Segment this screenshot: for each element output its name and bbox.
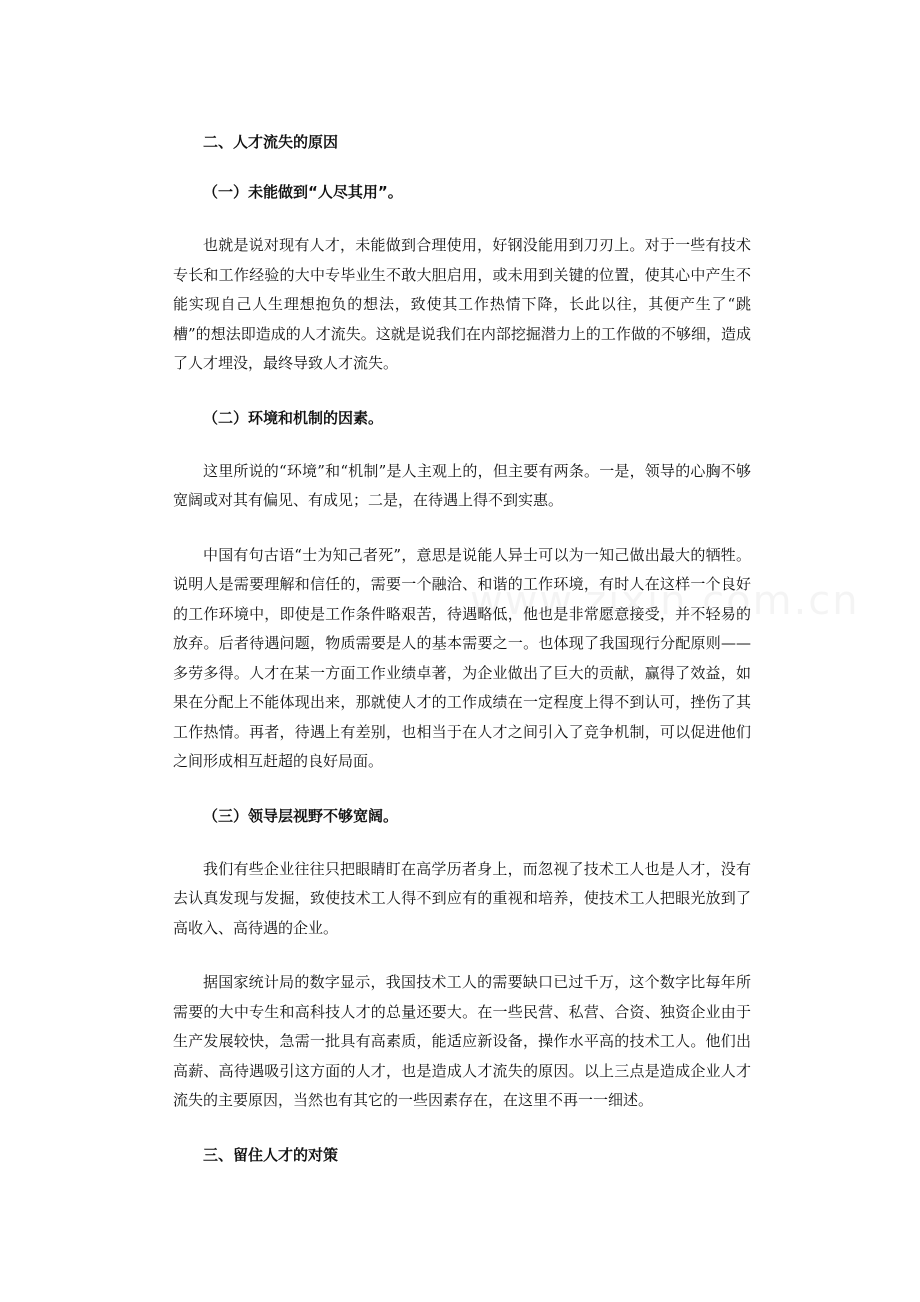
subsection-3-heading: （三）领导层视野不够宽阔。 bbox=[203, 806, 399, 825]
section-2-heading: 二、人才流失的原因 bbox=[203, 133, 339, 151]
subsection-3-paragraph-2: 据国家统计局的数字显示，我国技术工人的需要缺口已过千万，这个数字比每年所需要的大中专生和高科技人才的总量还要大。在一些民营、私营、合资、独资企业由于生产发展较快，急需一批具有高素质，能适应新设备，操作水平高的技术工人。他们出高薪、高待遇吸引这方面的人才，也是造成人才流失的原因。以上三点是造成企业人才流失的主要原因，当然也有其它的一些因素存在，在这里不再一一细述。 bbox=[173, 973, 751, 1109]
document-body bbox=[173, 128, 751, 1170]
subsection-2-paragraph-2: 中国有句古语“士为知己者死”，意思是说能人异士可以为一知己做出最大的牺牲。说明人是需要理解和信任的，需要一个融洽、和谐的工作环境，有时人在这样一个良好的工作环境中，即使是工作条件略艰苦，待遇略低，他也是非常愿意接受，并不轻易的放弃。后者待遇问题，物质需要是人的基本需要之一。也体现了我国现行分配原则——多劳多得。人才在某一方面工作业绩卓著，为企业做出了巨大的贡献，赢得了效益，如果在分配上不能体现出来，那就使人才的工作成绩在一定程度上得不到认可，挫伤了其工作热情。再者，待遇上有差别，也相当于在人才之间引入了竞争机制，可以促进他们之间形成相互赶超的良好局面。 bbox=[173, 545, 751, 770]
subsection-2-paragraph-1: 这里所说的“环境”和“机制”是人主观上的，但主要有两条。一是，领导的心胸不够宽阔或对其有偏见、有成见；二是，在待遇上得不到实惠。 bbox=[173, 461, 751, 509]
subsection-1-paragraph-1: 也就是说对现有人才，未能做到合理使用，好钢没能用到刀刃上。对于一些有技术专长和工作经验的大中专毕业生不敢大胆启用，或未用到关键的位置，使其心中产生不能实现自己人生理想抱负的想法，致使其工作热情下降，长此以往，其便产生了“跳槽”的想法即造成的人才流失。这就是说我们在内部挖掘潜力上的工作做的不够细，造成了人才埋没，最终导致人才流失。 bbox=[173, 236, 751, 372]
subsection-2-heading: （二）环境和机制的因素。 bbox=[203, 408, 384, 427]
section-3-heading: 三、留住人才的对策 bbox=[203, 1145, 339, 1164]
subsection-1-heading: （一）未能做到“人尽其用”。 bbox=[203, 183, 403, 201]
subsection-3-paragraph-1: 我们有些企业往往只把眼睛盯在高学历者身上，而忽视了技术工人也是人才，没有去认真发现与发掘，致使技术工人得不到应有的重视和培养，使技术工人把眼光放到了高收入、高待遇的企业。 bbox=[173, 859, 751, 937]
